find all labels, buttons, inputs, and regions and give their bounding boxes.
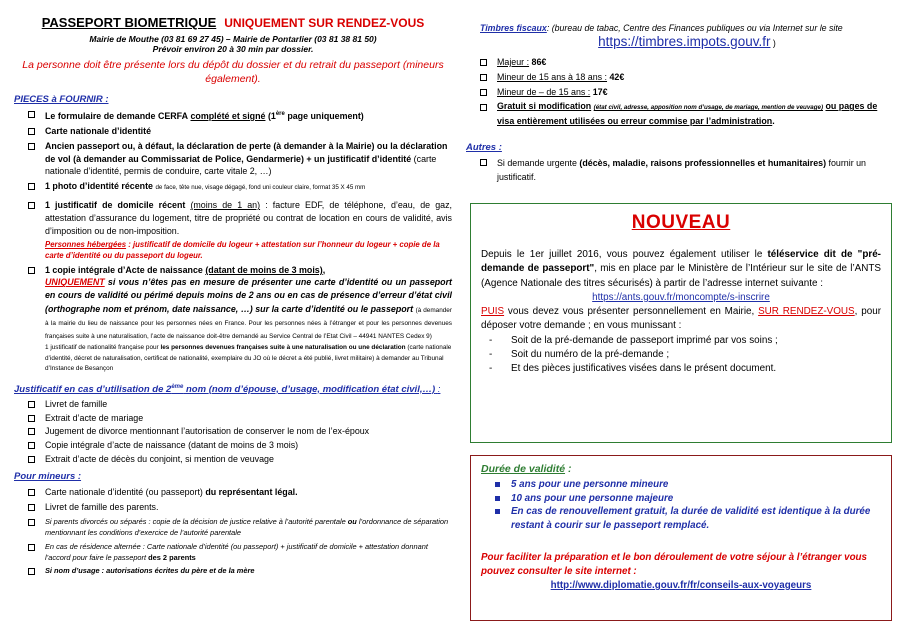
checkbox-icon xyxy=(28,519,35,526)
checkbox-icon xyxy=(28,456,35,463)
nouveau-text: Depuis le 1er juillet 2016, vous pouvez également utiliser le téléservice dit de "pré-demande de passeport", mis en place par le Ministère de l’Intérieur sur le site de l’ANTS (Agence Nationale des titres sécurisés) à partir de l’adresse internet suivante : https://ants.gouv.fr/moncompte/s-inscrire PUIS vous devez vous présenter personnellement en Mairie, SUR RENDEZ-VOUS, pour déposer votre demande ; en vous munissant : - Soit de la pré-demande de passeport imprimé par vos soins ; - Soit du numéro de la pré-demande ; - Et des pièces justificatives visées dans le présent document. xyxy=(481,248,881,377)
list-item: Extrait d’acte de mariage xyxy=(14,412,452,426)
checkbox-icon xyxy=(28,428,35,435)
presence-notice: La personne doit être présente lors du dépôt du dossier et du retrait du passeport (mineurs également). xyxy=(22,59,444,85)
diplomatie-link[interactable]: http://www.diplomatie.gouv.fr/fr/conseils-aux-voyageurs xyxy=(550,579,812,591)
mairie-contacts xyxy=(14,34,452,54)
bullet-square-icon xyxy=(495,496,500,501)
checkbox-icon xyxy=(28,544,35,551)
checkbox-icon xyxy=(480,59,487,66)
title-passeport: PASSEPORT BIOMETRIQUE xyxy=(41,15,217,30)
checkbox-icon xyxy=(28,504,35,511)
checkbox-icon xyxy=(28,143,35,150)
checkbox-icon xyxy=(480,74,487,81)
list-item: Le formulaire de demande CERFA complété et signé (1ère page uniquement) xyxy=(14,108,452,122)
list-item: Ancien passeport ou, à défaut, la déclaration de perte (à demander à la Mairie) ou la déclaration de vol (à demander au Commissariat de Police, Gendarmerie) + un justificatif d’identité (carte nationale d’identité, permis de conduire, carte vitale 2, …) xyxy=(14,140,452,177)
title-rendez-vous: UNIQUEMENT SUR RENDEZ-VOUS xyxy=(224,16,425,30)
uniquement-note: UNIQUEMENT si vous n’êtes pas en mesure de présenter une carte d’identité ou un passeport en cours de validité ou périmé depuis moins de 2 ans ou en cas de présence d’erreur d’état civil (orthographe nom et prénom, date naissance, …) sur la carte d’identité ou le passeport (à demander à la mairie du lieu de naissance pour les personnes nées en France. Pour les personnes nées à l’étranger et pour les personnes devenues françaises suite à une naturalisation, l’acte de naissance doit-être demandé au Service Central de l’Etat Civil – 44941 NANTES Cedex 9) xyxy=(45,277,453,341)
duree-box xyxy=(470,455,892,621)
list-item: Si nom d’usage : autorisations écrites du père et de la mère xyxy=(14,565,452,576)
right-column xyxy=(466,0,894,591)
checkbox-icon xyxy=(480,104,487,111)
list-item: Si demande urgente (décès, maladie, raisons professionnelles et humanitaires) fournir un justificatif. xyxy=(466,156,894,184)
list-item: Mineur de 15 ans à 18 ans : 42€ xyxy=(466,70,894,85)
checkbox-icon xyxy=(28,415,35,422)
list-item: 1 justificatif de domicile récent (moins de 1 an) : facture EDF, de téléphone, d’eau, de gaz, attestation d’assurance du logement, titre de propriété ou contrat de location en cours de validité, avis d’imposition ou de non-imposition. xyxy=(14,199,452,238)
timbres-section: Timbres fiscaux: (bureau de tabac, Centre des Finances publiques ou via Internet sur le site https://timbres.impots.gouv.fr ) xyxy=(466,22,894,49)
autres-heading: Autres : xyxy=(466,142,502,153)
list-item: Jugement de divorce mentionnant l’autorisation de conserver le nom de l’ex-époux xyxy=(14,425,452,439)
list-item: Copie intégrale d’acte de naissance (datant de moins de 3 mois) xyxy=(14,439,452,453)
checkbox-icon xyxy=(28,401,35,408)
timbres-label: Timbres fiscaux xyxy=(480,23,547,33)
checkbox-icon xyxy=(28,442,35,449)
nouveau-box xyxy=(470,203,892,443)
list-item: Mineur de – de 15 ans : 17€ xyxy=(466,85,894,100)
checkbox-icon xyxy=(480,89,487,96)
duration-note: Prévoir environ 20 à 30 min par dossier. xyxy=(152,44,314,54)
list-item: Carte nationale d’identité (ou passeport) du représentant légal. xyxy=(14,486,452,498)
ants-link[interactable]: https://ants.gouv.fr/moncompte/s-inscrire xyxy=(592,291,770,303)
page-title xyxy=(14,15,452,31)
timbres-list xyxy=(466,55,894,128)
justif-heading: Justificatif en cas d’utilisation de 2ème nom (nom d’épouse, d’usage, modification état civil,…) : xyxy=(14,383,441,395)
list-item: Majeur : 86€ xyxy=(466,55,894,70)
list-item: Livret de famille xyxy=(14,398,452,412)
mineurs-list xyxy=(14,486,452,576)
dash-item: - Soit du numéro de la pré-demande ; xyxy=(489,349,670,361)
list-item: Extrait d’acte de décès du conjoint, si mention de veuvage xyxy=(14,453,452,467)
list-item: Si parents divorcés ou séparés : copie de la décision de justice relative à l’autorité parentale ou l’ordonnance de séparation mentionnant les conditions d’exercice de l’autorité parentale xyxy=(14,516,452,538)
duree-list xyxy=(481,478,881,532)
list-item: 5 ans pour une personne mineure xyxy=(481,478,881,492)
mairie-phones: Mairie de Mouthe (03 81 69 27 45) – Mairie de Pontarlier (03 81 38 81 50) xyxy=(89,34,377,44)
checkbox-icon xyxy=(28,489,35,496)
pieces-heading: PIECES à FOURNIR : xyxy=(14,94,109,105)
list-item: 1 photo d’identité récente de face, tête nue, visage dégagé, fond uni couleur claire, format 35 X 45 mm xyxy=(14,180,452,194)
checkbox-icon xyxy=(480,159,487,166)
list-item: Carte nationale d’identité xyxy=(14,125,452,137)
bullet-square-icon xyxy=(495,509,500,514)
heberge-note: Personnes hébergées : justificatif de domicile du logeur + attestation sur l’honneur du logeur + copie de la carte d’identité ou du passeport du logeur. xyxy=(45,240,440,260)
nationalite-note: 1 justificatif de nationalité française pour les personnes devenues françaises suite à une naturalisation ou une déclaration (carte nationale d’identité, décret de naturalisation, certificat de nationalité, exemplaire du JO où le décret a été publié, livret militaire) à demander au Tribunal d’Instance de Besançon xyxy=(45,344,452,373)
pieces-list xyxy=(14,108,452,375)
timbres-url-line: https://timbres.impots.gouv.fr ) xyxy=(598,34,776,49)
timbres-link[interactable]: https://timbres.impots.gouv.fr xyxy=(598,34,771,49)
autres-list xyxy=(466,156,894,184)
checkbox-icon xyxy=(28,568,35,575)
list-item: Livret de famille des parents. xyxy=(14,501,452,513)
left-column xyxy=(14,0,452,576)
list-item: 1 copie intégrale d’Acte de naissance (datant de moins de 3 mois), xyxy=(14,264,452,276)
list-item: En cas de résidence alternée : Carte nationale d’identité (ou passeport) + justificatif de domicile + attestation donnant l’accord pour faire le passeport des 2 parents xyxy=(14,541,452,563)
mineurs-heading: Pour mineurs : xyxy=(14,470,82,482)
list-item: Gratuit si modification (état civil, adresse, apposition nom d’usage, de mariage, mention de veuvage) ou pages de visa entièrement utilisées ou erreur commise par l’administration. xyxy=(466,100,894,128)
list-item: En cas de renouvellement gratuit, la durée de validité est identique à la durée restant à courir sur le passeport remplacé. xyxy=(481,505,881,532)
checkbox-icon xyxy=(28,202,35,209)
list-item: 10 ans pour une personne majeure xyxy=(481,492,881,506)
duree-title: Durée de validité : xyxy=(481,463,572,475)
nouveau-title: NOUVEAU xyxy=(631,212,731,233)
dash-item: - Et des pièces justificatives visées dans le présent document. xyxy=(489,363,777,375)
justif-list xyxy=(14,398,452,467)
checkbox-icon xyxy=(28,183,35,190)
bullet-square-icon xyxy=(495,482,500,487)
checkbox-icon xyxy=(28,128,35,135)
checkbox-icon xyxy=(28,267,35,274)
checkbox-icon xyxy=(28,111,35,118)
voyage-info: Pour faciliter la préparation et le bon déroulement de votre séjour à l’étranger vous pouvez consulter le site internet : http://www.diplomatie.gouv.fr/fr/conseils-aux-voyageurs xyxy=(481,551,881,592)
dash-item: - Soit de la pré-demande de passeport imprimé par vos soins ; xyxy=(489,334,778,346)
